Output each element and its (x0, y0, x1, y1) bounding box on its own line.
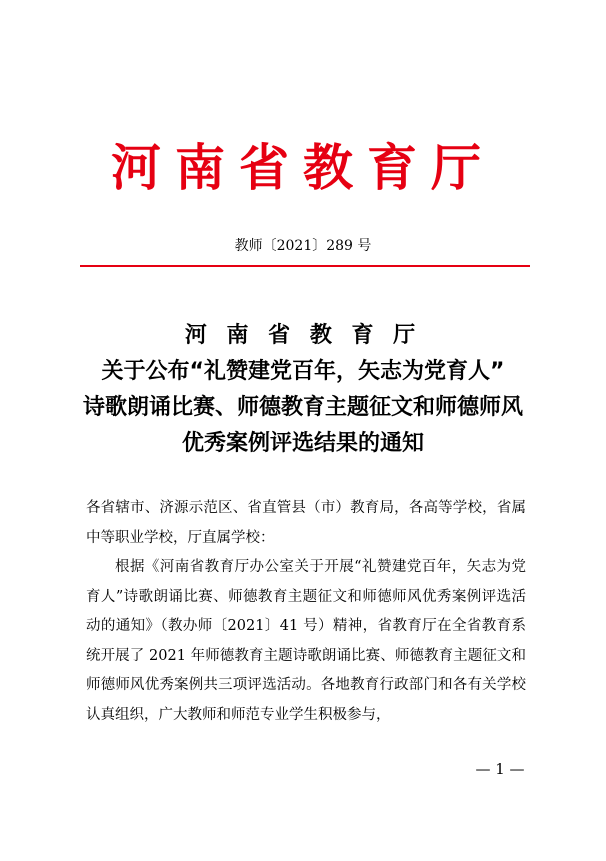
page-number: — 1 — (475, 760, 525, 778)
masthead-title: 河南省教育厅 (111, 138, 495, 197)
title-line-2: 关于公布“礼赞建党百年，矢志为党育人” (101, 359, 505, 384)
document-body (86, 494, 526, 730)
title-line-4: 优秀案例评选结果的通知 (181, 431, 424, 456)
title-issuer: 河 南 省 教 育 厅 (184, 323, 422, 348)
body-paragraph-1: 根据《河南省教育厅办公室关于开展“礼赞建党百年，矢志为党育人”诗歌朗诵比赛、师德教育主题征文和师德师风优秀案例评选活动的通知》（教办师〔2021〕41 号）精神，省教育厅在全省教育系统开展了 2021 年师德教育主题诗歌朗诵比赛、师德教育主题征文和师德师风优秀案例共三项评选活动。各地教育行政部门和各有关学校认真组织，广大教师和师范专业学生积极参与， (86, 559, 526, 723)
recipients-paragraph: 各省辖市、济源示范区、省直管县（市）教育局，各高等学校，省属中等职业学校，厅直属学校： (86, 500, 526, 546)
title-line-3: 诗歌朗诵比赛、师德教育主题征文和师德师风 (82, 395, 523, 420)
notice-title (0, 318, 606, 462)
document-number: 教师〔2021〕289 号 (234, 238, 372, 254)
red-divider-line (80, 265, 530, 267)
